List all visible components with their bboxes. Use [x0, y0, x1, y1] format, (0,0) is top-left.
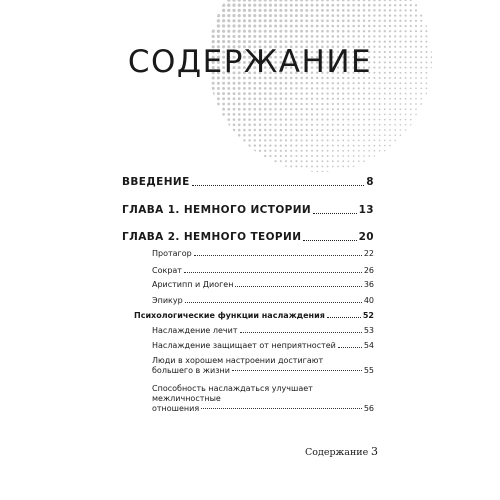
toc-entry-page: 8	[366, 176, 374, 188]
toc-entry-protagoras[interactable]	[152, 249, 374, 258]
dot-leader	[192, 185, 365, 186]
toc-entry-label-line1: Люди в хорошем настроении достигают	[152, 356, 324, 365]
dot-leader	[194, 255, 362, 256]
dot-leader	[303, 240, 356, 241]
toc-entry-psych-functions[interactable]	[134, 311, 374, 320]
running-title: Содержание	[305, 447, 369, 458]
toc-entry-page: 22	[363, 249, 374, 258]
dot-leader	[240, 332, 362, 333]
toc-entry-socrates[interactable]	[152, 266, 374, 275]
toc-entry-page: 13	[358, 204, 374, 216]
toc-entry-pleasure-protects[interactable]	[152, 341, 374, 350]
toc-entry-label-line1: Способность наслаждаться улучшает межличностные	[152, 384, 313, 403]
toc-entry-aristippus[interactable]	[152, 280, 374, 289]
toc-entry-chapter-1[interactable]	[122, 204, 374, 216]
toc-entry-good-mood[interactable]	[152, 356, 374, 376]
dot-leader	[235, 286, 361, 287]
toc-entry-label: ВВЕДЕНИЕ	[122, 176, 190, 188]
dot-leader	[201, 408, 362, 409]
toc-entry-page: 53	[363, 326, 374, 335]
toc-entry-page: 55	[363, 366, 374, 375]
toc-entry-page: 54	[363, 341, 374, 350]
toc-entry-label: Сократ	[152, 266, 182, 275]
dot-leader	[232, 370, 362, 371]
dot-leader	[313, 213, 356, 214]
toc-entry-page: 36	[363, 280, 374, 289]
toc-entry-label-line2: отношения	[152, 404, 200, 413]
toc-entry-epicurus[interactable]	[152, 296, 374, 305]
toc-entry-label: Наслаждение лечит	[152, 326, 238, 335]
toc-entry-introduction[interactable]	[122, 176, 374, 188]
dot-leader	[185, 302, 362, 303]
toc-entry-page: 40	[363, 296, 374, 305]
toc-entry-label: Психологические функции наслаждения	[134, 311, 325, 320]
toc-entry-page: 56	[363, 404, 374, 413]
toc-entry-interpersonal[interactable]	[152, 384, 374, 414]
toc-entry-label: Аристипп и Диоген	[152, 280, 234, 289]
page-number: 3	[371, 445, 378, 458]
page-title: СОДЕРЖАНИЕ	[127, 44, 373, 80]
toc-entry-label: ГЛАВА 2. НЕМНОГО ТЕОРИИ	[122, 231, 302, 243]
toc-entry-label: Наслаждение защищает от неприятностей	[152, 341, 336, 350]
toc-entry-label: Эпикур	[152, 296, 183, 305]
toc-entry-pleasure-heals[interactable]	[152, 326, 374, 335]
toc-entry-label: ГЛАВА 1. НЕМНОГО ИСТОРИИ	[122, 204, 312, 216]
toc-entry-page: 20	[358, 231, 374, 243]
dot-leader	[338, 347, 362, 348]
dot-leader	[184, 272, 362, 273]
dot-leader	[327, 317, 361, 318]
toc-entry-page: 26	[363, 266, 374, 275]
toc-entry-label-line2: большего в жизни	[152, 366, 230, 375]
toc-entry-page: 52	[362, 311, 374, 320]
toc-entry-label: Протагор	[152, 249, 192, 258]
toc-entry-chapter-2[interactable]	[122, 231, 374, 243]
